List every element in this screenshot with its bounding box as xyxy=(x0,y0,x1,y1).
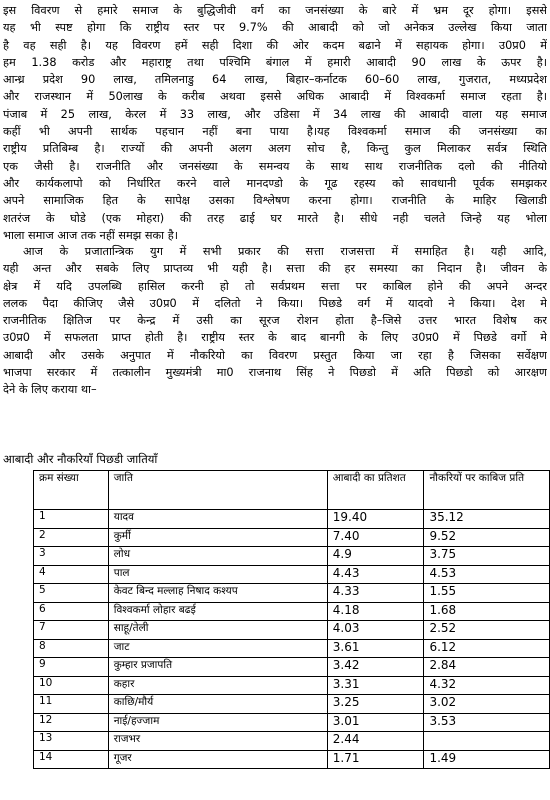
cell-serial: 13 xyxy=(34,732,109,751)
text-line: इस विवरण से हमारे समाज के बुद्धिजीवी वर्ग का जनसंख्या के बारे में भ्रम दूर होगा। इससे xyxy=(3,4,547,17)
cell-population-percent: 4.03 xyxy=(327,621,424,640)
paragraph-politics xyxy=(3,243,547,399)
cell-caste: काछि/मौर्य xyxy=(108,695,327,714)
cell-caste: पाल xyxy=(108,565,327,584)
cell-caste: केवट बिन्द मल्लाह निषाद कश्यप xyxy=(108,584,327,603)
text-line: भाजपा सरकार में तत्कालीन मुख्यमंत्री मा0 राजनाथ सिंह ने पिछडो में अति पिछडो को आरक्षण xyxy=(3,366,547,380)
table-row xyxy=(34,602,550,621)
cell-jobs-percent: 2.84 xyxy=(424,658,550,677)
text-line: राष्ट्रीय प्रतिबिम्ब है। राज्यों की अपनी अलग अलग सोच है, किन्तु कुल मिलाकर सर्वत्र स्थिति xyxy=(3,142,547,156)
cell-serial: 11 xyxy=(34,695,109,714)
header-population-percent: आबादी का प्रतिशत xyxy=(327,471,424,510)
table-row xyxy=(34,676,550,695)
cell-population-percent: 2.44 xyxy=(327,732,424,751)
cell-population-percent: 3.61 xyxy=(327,639,424,658)
header-serial: क्रम संख्या xyxy=(34,471,109,510)
text-line: आबादी और उसके अनुपात में नौकरियो का विवरण प्रस्तुत किया जा रहा है जिसका सर्वेक्षण xyxy=(3,348,547,362)
cell-population-percent: 3.25 xyxy=(327,695,424,714)
text-line: पंजाब में 25 लाख, केरल में 33 लाख, और उडिसा में 34 लाख की आबादी वाला यह समाज xyxy=(3,107,547,121)
text-line: और कार्यकलापो को निर्धारित करने वाले मानदण्डो के गूढ रहस्य को सावधानी पूर्वक समझकर xyxy=(3,176,547,190)
table-row xyxy=(34,713,550,732)
text-line: आन्ध्र प्रदेश 90 लाख, तमिलनाडु 64 लाख, बिहार–कर्नाटक 60–60 लाख, गुजरात, मध्यप्रदेश xyxy=(3,73,547,87)
cell-serial: 12 xyxy=(34,713,109,732)
cell-serial: 10 xyxy=(34,676,109,695)
cell-population-percent: 4.18 xyxy=(327,602,424,621)
table-row xyxy=(34,732,550,751)
cell-population-percent: 3.31 xyxy=(327,676,424,695)
table-heading: आबादी और नौकरियाँ पिछडी जातियाँ xyxy=(3,452,158,466)
cell-serial: 1 xyxy=(34,510,109,529)
cell-caste: कुर्मी xyxy=(108,528,327,547)
cell-caste: गूजर xyxy=(108,750,327,769)
cell-population-percent: 4.9 xyxy=(327,547,424,566)
cell-population-percent: 7.40 xyxy=(327,528,424,547)
cell-caste: विश्वकर्मा लोहार बढई xyxy=(108,602,327,621)
table-row xyxy=(34,639,550,658)
cell-population-percent: 4.43 xyxy=(327,565,424,584)
text-line: क्षेत्र में यदि उपलब्धि हासिल करनी हो तो सर्वप्रथम सत्ता पर काबिल होने की अपने अन्दर xyxy=(3,279,547,293)
text-line: यह भी स्पष्ट होगा कि राष्ट्रीय स्तर पर 9.7% की आबादी को जो अनेकत्र उल्लेख किया जाता xyxy=(3,21,547,35)
table-row xyxy=(34,528,550,547)
cell-serial: 14 xyxy=(34,750,109,769)
text-line: देने के लिए कराया था– xyxy=(3,383,97,397)
cell-jobs-percent: 3.53 xyxy=(424,713,550,732)
cell-population-percent: 1.71 xyxy=(327,750,424,769)
cell-serial: 9 xyxy=(34,658,109,677)
cell-caste: साहू/तेली xyxy=(108,621,327,640)
cell-serial: 4 xyxy=(34,565,109,584)
text-line: राजनीतिक क्षितिज पर केन्द्र में उसी का सूरज रोशन होता है–जिसे उत्तर भारत विशेष कर xyxy=(3,314,547,328)
text-line: भाला समाज आज तक नहीं समझ सका है। xyxy=(3,228,178,242)
cell-jobs-percent: 9.52 xyxy=(424,528,550,547)
table-row xyxy=(34,510,550,529)
table-row xyxy=(34,621,550,640)
text-line: उ0प्र0 में सफलता प्राप्त होती है। राष्ट्रीय स्तर के बाद बानगी के लिए उ0प्र0 में पिछडे वर्गो मे xyxy=(3,331,547,345)
paragraph-population xyxy=(3,2,547,244)
header-jobs-percent: नौकरियों पर काबिज प्रति xyxy=(424,471,550,510)
cell-caste: लोध xyxy=(108,547,327,566)
text-line: अपने सामाजिक हित के सापेक्ष उसका विश्लेषण करना होगा। राजनीति के माहिर खिलाडी xyxy=(3,194,547,208)
cell-population-percent: 19.40 xyxy=(327,510,424,529)
table-header-row xyxy=(34,471,550,510)
text-line: शतरंज के घोडे (एक मोहरा) की तरह ढाई घर मारते है। सीधे नही चलते जिन्हे यह भोला xyxy=(3,211,547,225)
text-line: आज के प्रजातान्त्रिक युग में सभी प्रकार की सत्ता राजसत्ता में समाहित है। यही आदि, xyxy=(23,245,547,258)
cell-jobs-percent: 4.53 xyxy=(424,565,550,584)
cell-jobs-percent: 3.02 xyxy=(424,695,550,714)
text-line: एक जैसी है। राजनीति और जनसंख्या के समन्वय के साथ साथ राजनीतिक दलो की नीतियो xyxy=(3,159,547,173)
cell-caste: कुम्हार प्रजापति xyxy=(108,658,327,677)
cell-serial: 6 xyxy=(34,602,109,621)
cell-caste: यादव xyxy=(108,510,327,529)
cell-serial: 7 xyxy=(34,621,109,640)
table-row xyxy=(34,658,550,677)
cell-caste: नाई/हज्जाम xyxy=(108,713,327,732)
cell-jobs-percent: 4.32 xyxy=(424,676,550,695)
cell-population-percent: 3.01 xyxy=(327,713,424,732)
cell-population-percent: 4.33 xyxy=(327,584,424,603)
text-line: और राजस्थान में 50लाख के करीब अथवा इससे अधिक आबादी में विश्वकर्मा समाज रहता है। xyxy=(3,90,547,104)
table-row xyxy=(34,695,550,714)
text-line: यही अन्त और सबके लिए प्राप्तव्य भी यही है। सत्ता की हर समस्या का निदान है। जीवन के xyxy=(3,262,547,276)
cell-jobs-percent: 35.12 xyxy=(424,510,550,529)
text-line: हम 1.38 करोड और महाराष्ट्र तथा पश्चिमि बंगाल में हमारी आबादी 90 लाख के ऊपर है। xyxy=(3,55,547,69)
cell-population-percent: 3.42 xyxy=(327,658,424,677)
cell-serial: 3 xyxy=(34,547,109,566)
table-row xyxy=(34,565,550,584)
text-line: कहीं भी अपनी सार्थक पहचान नहीं बना पाया है।यह विश्वकर्मा समाज की जनसंख्या का xyxy=(3,125,547,139)
caste-data-table xyxy=(33,470,550,769)
cell-jobs-percent: 1.55 xyxy=(424,584,550,603)
table-row xyxy=(34,750,550,769)
cell-caste: राजभर xyxy=(108,732,327,751)
cell-caste: जाट xyxy=(108,639,327,658)
cell-serial: 5 xyxy=(34,584,109,603)
cell-jobs-percent: 1.68 xyxy=(424,602,550,621)
header-caste: जाति xyxy=(108,471,327,510)
text-line: है वह सही है। यह विवरण हमें सही दिशा की ओर कदम बढाने में सहायक होगा। उ0प्र0 में xyxy=(3,38,547,52)
cell-jobs-percent: 3.75 xyxy=(424,547,550,566)
cell-jobs-percent: 2.52 xyxy=(424,621,550,640)
cell-jobs-percent xyxy=(424,732,550,751)
cell-serial: 2 xyxy=(34,528,109,547)
cell-serial: 8 xyxy=(34,639,109,658)
text-line: ललक पैदा कीजिए जैसे उ0प्र0 में दलितो ने किया। पिछडे वर्ग में यादवो ने किया। देश मे xyxy=(3,296,547,310)
cell-jobs-percent: 6.12 xyxy=(424,639,550,658)
table-row xyxy=(34,547,550,566)
cell-caste: कहार xyxy=(108,676,327,695)
table-row xyxy=(34,584,550,603)
cell-jobs-percent: 1.49 xyxy=(424,750,550,769)
